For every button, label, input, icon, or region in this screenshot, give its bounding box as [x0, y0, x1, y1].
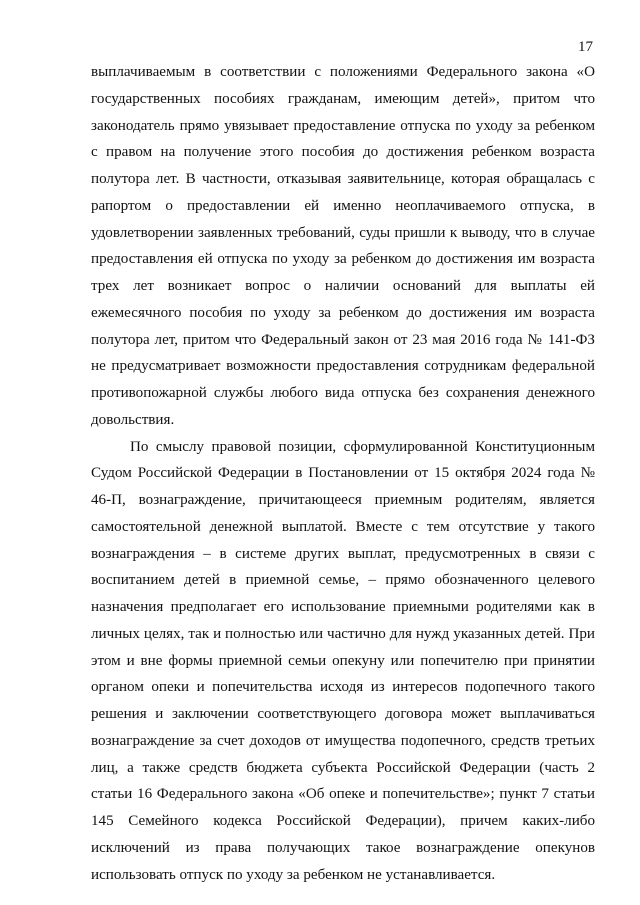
- paragraph-1: выплачиваемым в соответствии с положениями Федерального закона «О государственных пособиях гражданам, имеющим детей», притом что законодатель прямо увязывает предоставление отпуска по уходу за ребенком с правом на получение этого пособия до достижения ребенком возраста полутора лет. В частности, отказывая заявительнице, которая обращалась с рапортом о предоставлении ей именно неоплачиваемого отпуска, в удовлетворении заявленных требований, суды пришли к выводу, что в случае предоставления ей отпуска по уходу за ребенком до достижения им возраста трех лет возникает вопрос о наличии оснований для выплаты ей ежемесячного пособия по уходу за ребенком до достижения им возраста полутора лет, притом что Федеральный закон от 23 мая 2016 года № 141-ФЗ не предусматривает возможности предоставления сотрудникам федеральной противопожарной службы любого вида отпуска без сохранения денежного довольствия.: [91, 64, 595, 428]
- paragraph-2: По смыслу правовой позиции, сформулированной Конституционным Судом Российской Федерации в Постановлении от 15 октября 2024 года № 46-П, вознаграждение, причитающееся приемным родителям, является самостоятельной денежной выплатой. Вместе с тем отсутствие у такого вознаграждения – в системе других выплат, предусмотренных в связи с воспитанием детей в приемной семье, – прямо обозначенного целевого назначения предполагает его использование приемными родителями как в личных целях, так и полностью или частично для нужд указанных детей. При этом и вне формы приемной семьи опекуну или попечителю при принятии органом опеки и попечительства исходя из интересов подопечного такого решения и заключении соответствующего договора может выплачиваться вознаграждение за счет доходов от имущества подопечного, средств третьих лиц, а также средств бюджета субъекта Российской Федерации (часть 2 статьи 16 Федерального закона «Об опеке и попечительстве»; пункт 7 статьи 145 Семейного кодекса Российской Федерации), причем каких-либо исключений из права получающих такое вознаграждение опекунов использовать отпуск по уходу за ребенком не устанавливается.: [91, 438, 595, 883]
- document-body: [91, 59, 595, 888]
- page-number: 17: [578, 39, 593, 55]
